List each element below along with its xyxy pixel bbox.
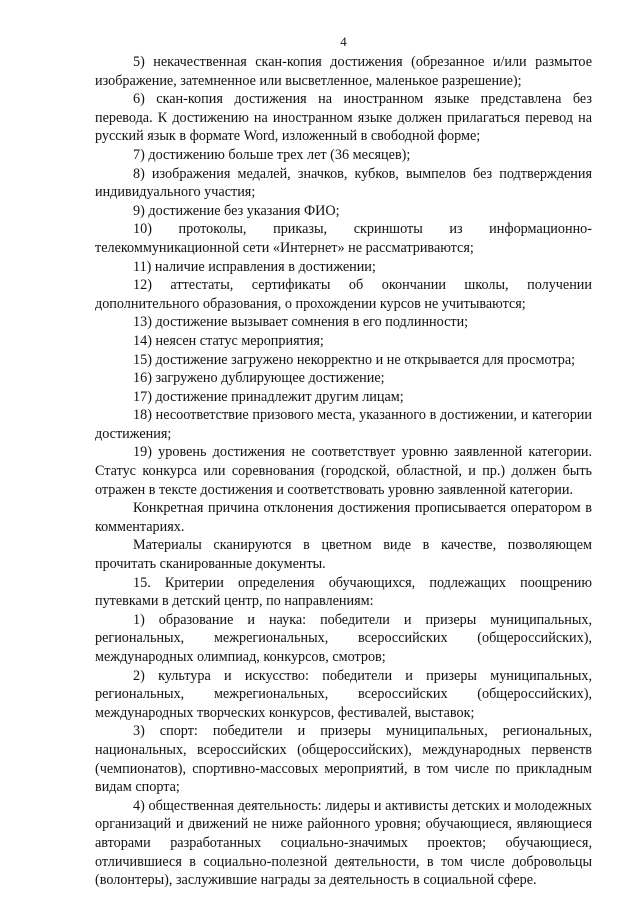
list-item-16-duplicate: 16) загружено дублирующее достижение; bbox=[133, 370, 385, 387]
criteria-item-2-culture-art: 2) культура и искусство: победители и призеры муниципальных, региональных, межрегиональных, всероссийских (общероссийских), международных творческих конкурсов, фестивалей, выставок; bbox=[95, 667, 592, 721]
scanning-requirements-paragraph: Материалы сканируются в цветном виде в качестве, позволяющем прочитать сканированные документы. bbox=[95, 537, 592, 573]
list-item-15-upload-error: 15) достижение загружено некорректно и не открывается для просмотра; bbox=[133, 351, 576, 368]
list-item-5-poor-scan: 5) некачественная скан-копия достижения (обрезанное и/или размытое изображение, затемненное или высветленное, маленькое разрешение); bbox=[95, 54, 592, 89]
criteria-item-3-sport: 3) спорт: победители и призеры муниципальных, региональных, национальных, всероссийских (общероссийских), международных первенств (чемпионатов), спортивно-массовых мероприятий, в том числе по прикладным видам спорта; bbox=[95, 723, 592, 796]
list-item-12-certificates: 12) аттестаты, сертификаты об окончании школы, получении дополнительного образования, о прохождении курсов не учитываются; bbox=[95, 277, 592, 312]
criteria-item-1-education-science: 1) образование и наука: победители и призеры муниципальных, региональных, межрегиональных, всероссийских (общероссийских), международных олимпиад, конкурсов, смотров; bbox=[95, 611, 592, 665]
list-item-8-medals-without-confirmation: 8) изображения медалей, значков, кубков, вымпелов без подтверждения индивидуального участия; bbox=[95, 165, 592, 201]
list-item-9-no-name: 9) достижение без указания ФИО; bbox=[133, 202, 340, 219]
list-item-11-corrections: 11) наличие исправления в достижении; bbox=[133, 258, 376, 275]
list-item-14-unclear-status: 14) неясен статус мероприятия; bbox=[133, 332, 324, 349]
criteria-item-4-social-activity: 4) общественная деятельность: лидеры и активисты детских и молодежных организаций и движений не ниже районного уровня; обучающиеся, являющиеся авторами разработанных социально-значимых проектов; обучающиеся, отличившиеся в социально-полезной деятельности, в том числе добровольцы (волонтеры), заслужившие награды за деятельность в социальной сфере. bbox=[95, 797, 592, 889]
list-item-13-authenticity-doubts: 13) достижение вызывает сомнения в его подлинности; bbox=[133, 314, 469, 331]
page-number: 4 bbox=[340, 34, 347, 49]
list-item-18-place-mismatch: 18) несоответствие призового места, указанного в достижении, и категории достижения; bbox=[95, 407, 592, 442]
rejection-reason-paragraph: Конкретная причина отклонения достижения прописывается оператором в комментариях. bbox=[95, 500, 592, 535]
list-item-19-level-mismatch: 19) уровень достижения не соответствует уровню заявленной категории. Статус конкурса или соревнования (городской, областной, и пр.) должен быть отражен в тексте достижения и соответствовать уровню заявленной категории. bbox=[95, 444, 592, 498]
list-item-10-protocols-screenshots: 10) протоколы, приказы, скриншоты из информационно-телекоммуникационной сети «Интернет» не рассматриваются; bbox=[95, 221, 592, 256]
section-15-criteria-heading: 15. Критерии определения обучающихся, подлежащих поощрению путевками в детский центр, по направлениям: bbox=[95, 574, 592, 610]
list-item-17-other-person: 17) достижение принадлежит другим лицам; bbox=[133, 388, 404, 405]
list-item-7-older-than-three-years: 7) достижению больше трех лет (36 месяцев); bbox=[133, 146, 411, 163]
list-item-6-no-translation: 6) скан-копия достижения на иностранном языке представлена без перевода. К достижению на иностранном языке должен прилагаться перевод на русский язык в формате Word, изложенный в свободной форме; bbox=[95, 91, 592, 145]
